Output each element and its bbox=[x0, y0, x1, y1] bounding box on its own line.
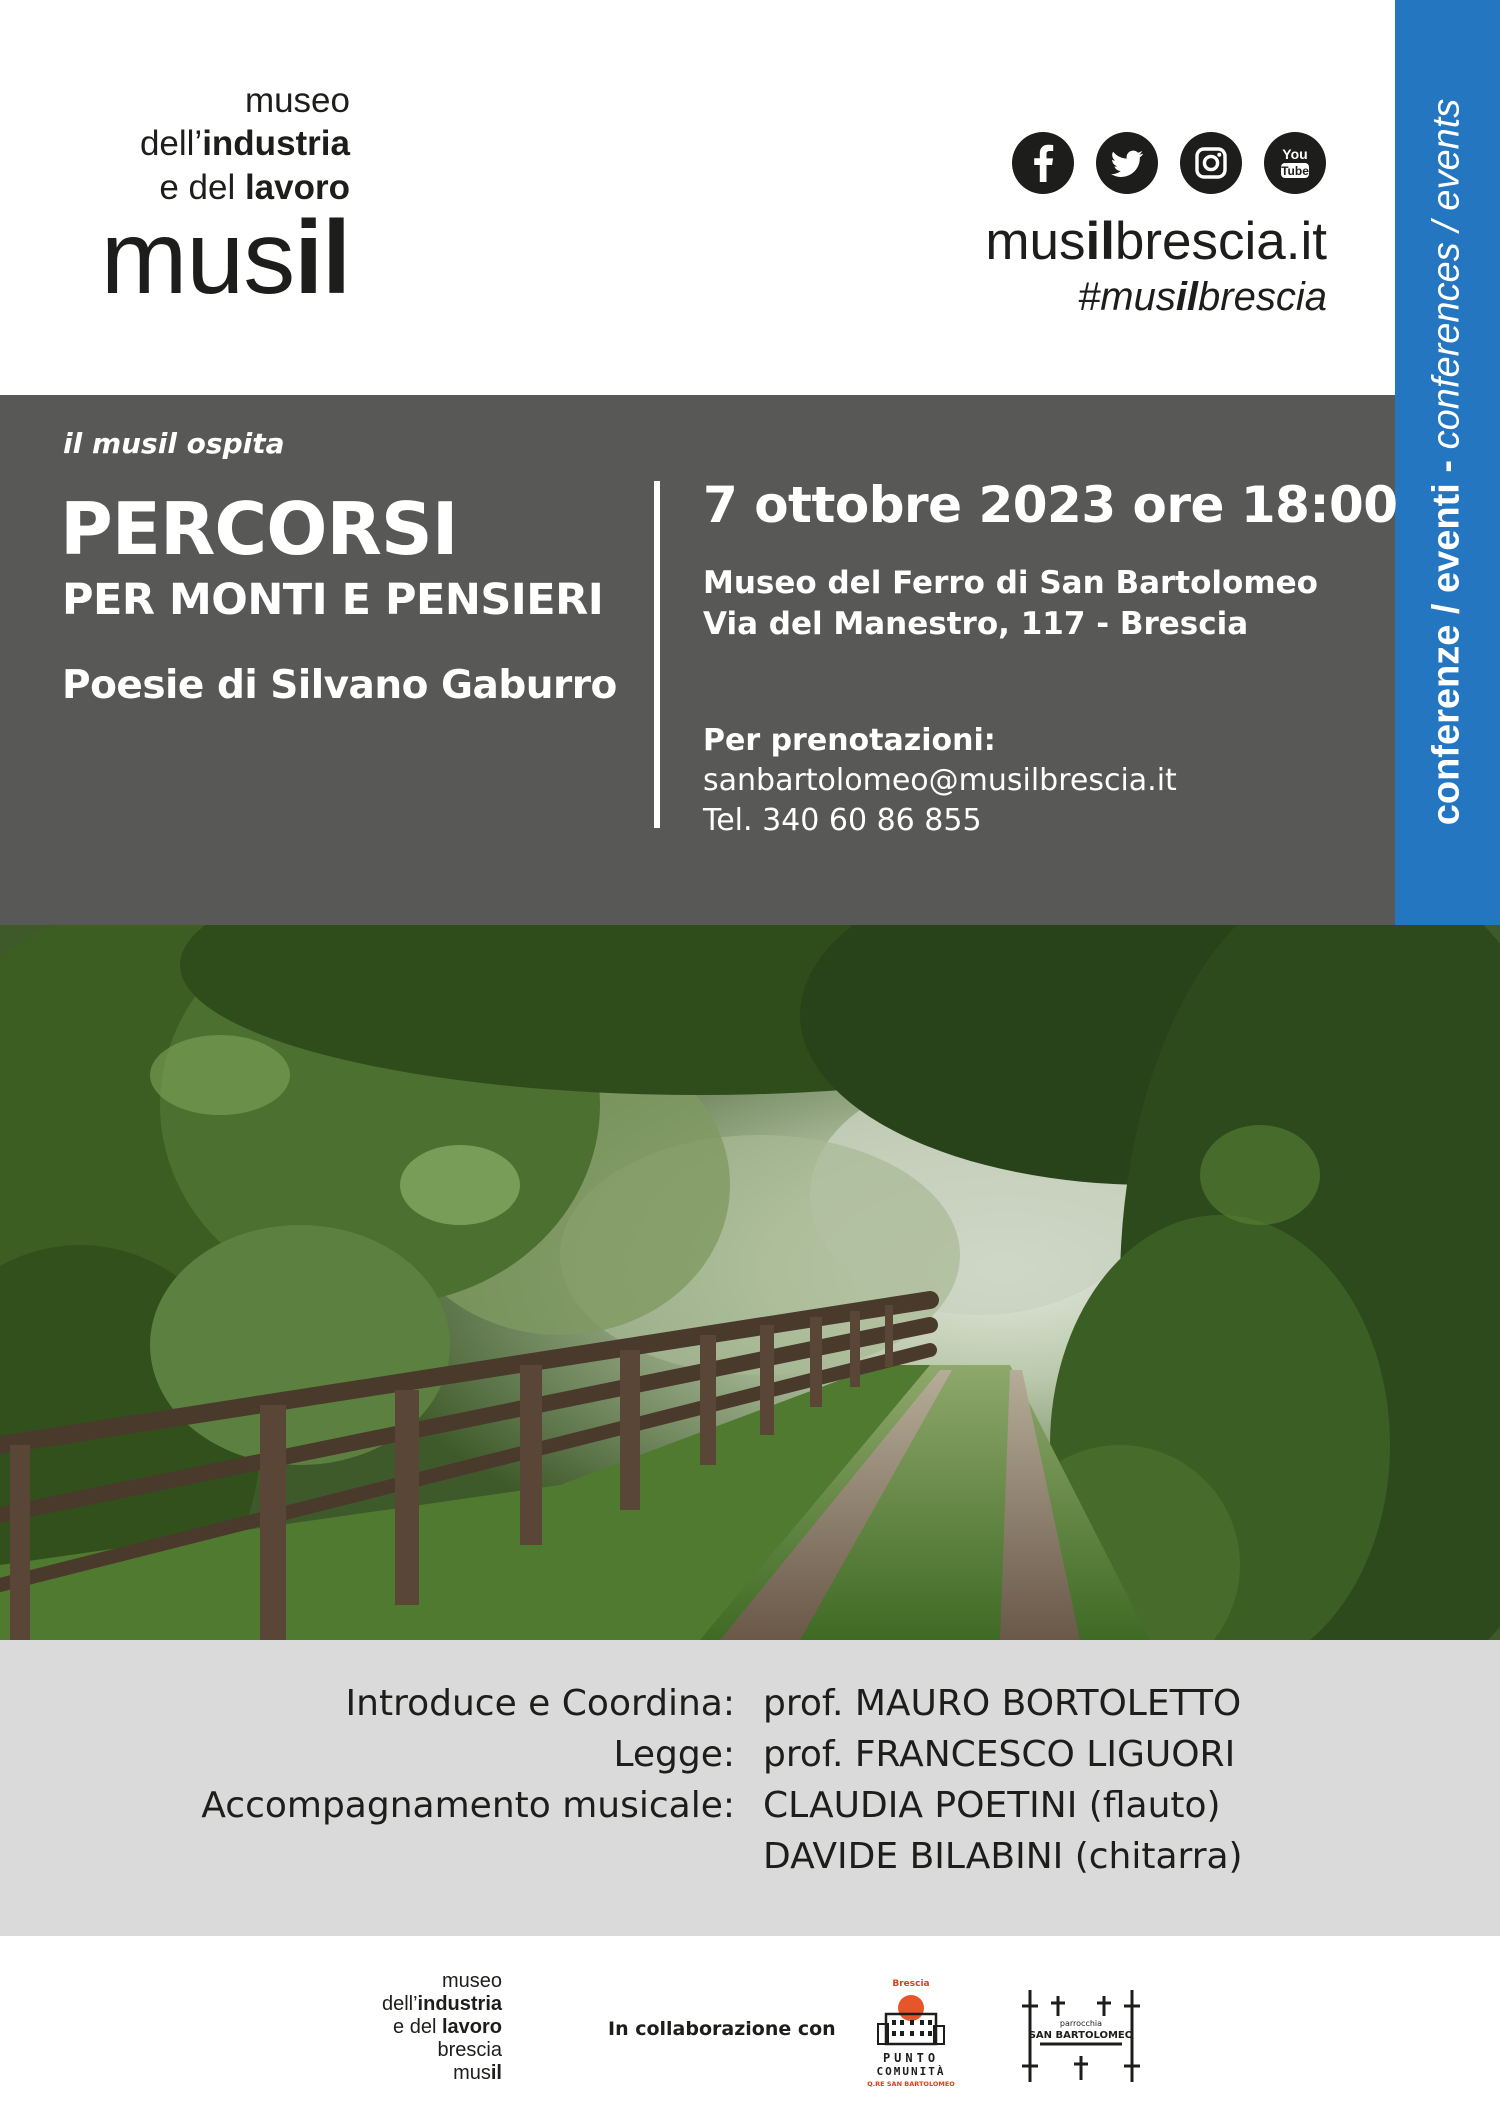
footer bbox=[0, 1936, 1500, 2121]
booking-email[interactable]: sanbartolomeo@musilbrescia.it bbox=[703, 763, 1177, 798]
event-author: Poesie di Silvano Gaburro bbox=[62, 663, 617, 708]
youtube-icon[interactable] bbox=[1264, 132, 1326, 194]
logo-line-lavoro: e del lavoro bbox=[159, 168, 350, 207]
event-kicker: il musil ospita bbox=[63, 427, 285, 460]
credit-name: CLAUDIA POETINI (flauto) bbox=[763, 1785, 1221, 1826]
svg-text:parrocchia: parrocchia bbox=[1059, 2019, 1103, 2028]
logo-line-industria: dell’industria bbox=[139, 124, 350, 163]
credit-row bbox=[0, 1678, 1500, 1730]
divider-line bbox=[654, 481, 660, 828]
event-venue bbox=[703, 563, 1318, 645]
svg-text:COMUNITÀ: COMUNITÀ bbox=[876, 2065, 946, 2078]
event-title: PERCORSI bbox=[60, 487, 458, 571]
booking-info bbox=[703, 721, 1177, 841]
svg-text:Brescia: Brescia bbox=[892, 1979, 930, 1989]
event-subtitle: PER MONTI E PENSIERI bbox=[62, 575, 604, 625]
facebook-icon[interactable] bbox=[1012, 132, 1074, 194]
logo-wordmark: musil bbox=[100, 200, 350, 316]
instagram-icon[interactable] bbox=[1180, 132, 1242, 194]
booking-phone[interactable]: Tel. 340 60 86 855 bbox=[703, 803, 982, 838]
social-links bbox=[1012, 132, 1326, 194]
parrocchia-logo bbox=[1018, 1986, 1144, 2086]
credit-name: prof. MAURO BORTOLETTO bbox=[763, 1683, 1242, 1724]
credit-row bbox=[0, 1729, 1500, 1781]
twitter-icon[interactable] bbox=[1096, 132, 1158, 194]
credit-name: prof. FRANCESCO LIGUORI bbox=[763, 1734, 1236, 1775]
category-label: conferenze / eventi - conferences / events bbox=[1425, 98, 1468, 826]
credit-row bbox=[0, 1780, 1500, 1832]
header bbox=[0, 0, 1395, 395]
footer-musil-logo: museo dell’industria e del lavoro brescia musil bbox=[381, 1970, 502, 2084]
credit-name: DAVIDE BILABINI (chitarra) bbox=[763, 1836, 1243, 1877]
svg-text:Q.RE SAN BARTOLOMEO: Q.RE SAN BARTOLOMEO bbox=[867, 2080, 955, 2088]
venue-address: Via del Manestro, 117 - Brescia bbox=[703, 606, 1249, 642]
venue-name: Museo del Ferro di San Bartolomeo bbox=[703, 565, 1318, 601]
svg-text:You: You bbox=[1282, 146, 1308, 162]
hashtag: #musilbrescia bbox=[1078, 275, 1327, 319]
svg-text:Tube: Tube bbox=[1281, 164, 1309, 178]
event-info-band bbox=[0, 395, 1398, 925]
svg-text:PUNTO: PUNTO bbox=[882, 2051, 940, 2065]
punto-comunita-logo bbox=[858, 1976, 964, 2092]
booking-label: Per prenotazioni: bbox=[703, 723, 996, 758]
category-side-tab bbox=[1395, 0, 1500, 925]
svg-text:SAN BARTOLOMEO: SAN BARTOLOMEO bbox=[1028, 2030, 1134, 2041]
credit-role: Accompagnamento musicale: bbox=[201, 1785, 735, 1826]
website-link[interactable]: musilbrescia.it bbox=[985, 212, 1327, 271]
event-date: 7 ottobre 2023 ore 18:00 bbox=[703, 476, 1398, 534]
forest-path-photo bbox=[0, 925, 1500, 1640]
collaboration-text: In collaborazione con bbox=[608, 2018, 836, 2040]
credits-section bbox=[0, 1640, 1500, 1936]
credit-role: Introduce e Coordina: bbox=[345, 1683, 735, 1724]
credit-row bbox=[0, 1831, 1500, 1883]
credit-role: Legge: bbox=[613, 1734, 735, 1775]
musil-logo bbox=[64, 80, 350, 316]
logo-line-museo: museo bbox=[244, 81, 350, 120]
